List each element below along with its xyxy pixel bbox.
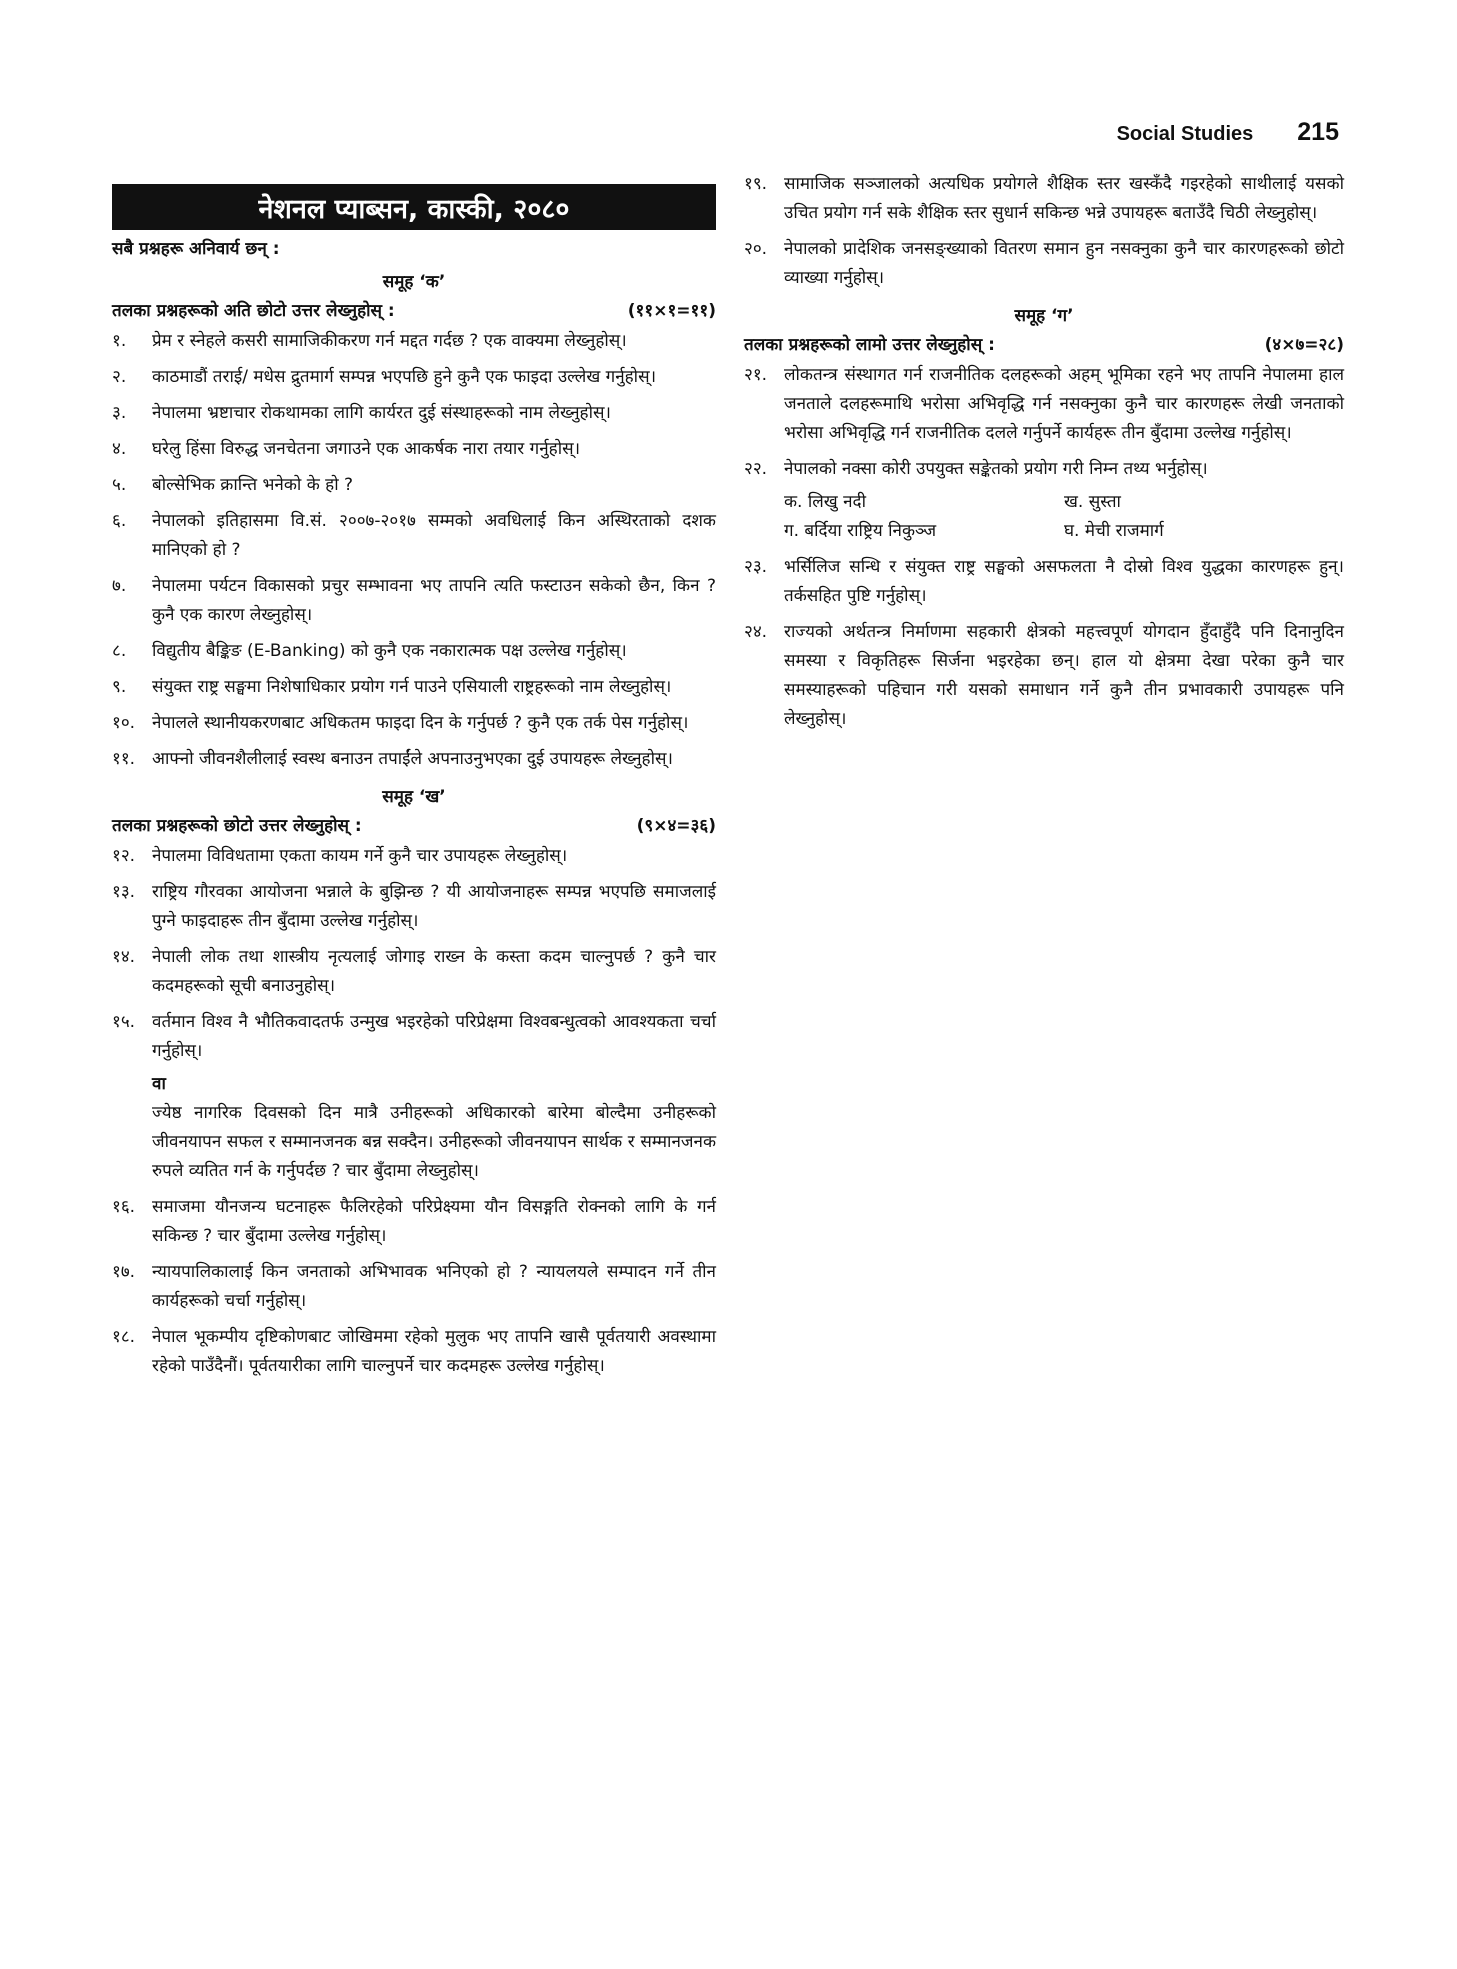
question-item xyxy=(112,327,716,356)
question-item xyxy=(744,361,1344,448)
question-number: १०. xyxy=(112,713,136,733)
group-ka-questions xyxy=(112,327,716,774)
question-item xyxy=(112,842,716,871)
question-number: १३. xyxy=(112,882,136,902)
question-item xyxy=(112,572,716,630)
question-text: नेपालले स्थानीयकरणबाट अधिकतम फाइदा दिन के गर्नुपर्छ ? कुनै एक तर्क पेस गर्नुहोस्। xyxy=(152,713,689,733)
question-text: न्यायपालिकालाई किन जनताको अभिभावक भनिएको हो ? न्यायलयले सम्पादन गर्ने तीन कार्यहरूको चर्चा गर्नुहोस्। xyxy=(152,1262,716,1311)
question-number: ११. xyxy=(112,749,136,769)
question-item xyxy=(744,618,1344,734)
general-instruction: सबै प्रश्नहरू अनिवार्य छन् : xyxy=(112,239,280,259)
map-option: क. लिखु नदी xyxy=(784,492,866,512)
group-ga-marks: (४×७=२८) xyxy=(1264,335,1344,355)
group-kha-marks: (९×४=३६) xyxy=(636,816,716,836)
question-number: १९. xyxy=(744,174,768,194)
question-text: घरेलु हिंसा विरुद्ध जनचेतना जगाउने एक आकर्षक नारा तयार गर्नुहोस्। xyxy=(152,439,581,459)
question-number: १२. xyxy=(112,846,136,866)
group-ka-header xyxy=(112,298,716,321)
question-number: ४. xyxy=(112,439,127,459)
question-item xyxy=(112,878,716,936)
group-ga-title: समूह ‘ग’ xyxy=(1014,306,1074,326)
group-kha-questions xyxy=(112,842,716,1381)
question-text: भर्सिलिज सन्धि र संयुक्त राष्ट्र सङ्घको असफलता नै दोस्रो विश्व युद्धका कारणहरू हुन्। तर्कसहित पुष्टि गर्नुहोस्। xyxy=(784,557,1344,606)
question-number: १७. xyxy=(112,1262,136,1282)
question-text: प्रेम र स्नेहले कसरी सामाजिकीकरण गर्न मद्दत गर्दछ ? एक वाक्यमा लेख्नुहोस्। xyxy=(152,331,627,351)
question-number: ६. xyxy=(112,511,127,531)
subject-title: Social Studies xyxy=(1116,123,1254,145)
question-text: नेपाली लोक तथा शास्त्रीय नृत्यलाई जोगाइ राख्न के कस्ता कदम चाल्नुपर्छ ? कुनै चार कदमहरूको सूची बनाउनुहोस्। xyxy=(152,947,716,996)
question-text: नेपालमा विविधतामा एकता कायम गर्ने कुनै चार उपायहरू लेख्नुहोस्। xyxy=(152,846,568,866)
group-kha-questions-continued xyxy=(744,170,1344,293)
question-item xyxy=(112,745,716,774)
question-number: ९. xyxy=(112,677,127,697)
question-text: संयुक्त राष्ट्र सङ्घमा निशेषाधिकार प्रयोग गर्न पाउने एसियाली राष्ट्रहरूको नाम लेख्नुहोस्। xyxy=(152,677,672,697)
or-label: वा xyxy=(152,1074,166,1094)
question-number: १८. xyxy=(112,1327,136,1347)
left-column xyxy=(112,170,716,1388)
question-item xyxy=(112,637,716,666)
question-item xyxy=(112,507,716,565)
question-number: ३. xyxy=(112,403,127,423)
question-text: नेपालको नक्सा कोरी उपयुक्त सङ्केतको प्रयोग गरी निम्न तथ्य भर्नुहोस्। xyxy=(784,459,1208,479)
group-kha-header xyxy=(112,813,716,836)
group-kha-instruction: तलका प्रश्नहरूको छोटो उत्तर लेख्नुहोस् : xyxy=(112,816,362,836)
question-item xyxy=(112,1323,716,1381)
question-item xyxy=(744,235,1344,293)
question-text: समाजमा यौनजन्य घटनाहरू फैलिरहेको परिप्रेक्ष्यमा यौन विसङ्गति रोक्नको लागि के गर्न सकिन्छ ? चार बुँदामा उल्लेख गर्नुहोस्। xyxy=(152,1197,716,1246)
question-text: विद्युतीय बैङ्किङ (E-Banking) को कुनै एक नकारात्मक पक्ष उल्लेख गर्नुहोस्। xyxy=(152,641,627,661)
question-item xyxy=(112,1008,716,1186)
group-ka-title: समूह ‘क’ xyxy=(382,272,446,292)
question-item xyxy=(112,435,716,464)
question-text: काठमाडौं तराई/ मधेस द्रुतमार्ग सम्पन्न भएपछि हुने कुनै एक फाइदा उल्लेख गर्नुहोस्। xyxy=(152,367,657,387)
group-ka-marks: (११×१=११) xyxy=(627,301,716,321)
question-text: लोकतन्त्र संस्थागत गर्न राजनीतिक दलहरूको अहम् भूमिका रहने भए तापनि नेपालमा हाल जनताले दलहरूमाथि भरोसा अभिवृद्धि गर्न नसक्नुका कुनै चार कारणहरू लेखी जनताको भरोसा अभिवृद्धि गर्न राजनीतिक दलले गर्नुपर्ने कार्यहरू तीन बुँदामा उल्लेख गर्नुहोस्। xyxy=(784,365,1344,443)
page-number: 215 xyxy=(1297,118,1339,146)
question-item xyxy=(112,1258,716,1316)
map-option: ख. सुस्ता xyxy=(1064,492,1121,512)
question-item xyxy=(112,399,716,428)
question-item xyxy=(112,943,716,1001)
exam-title: नेशनल प्याब्सन, कास्की, २०८० xyxy=(112,184,716,230)
question-item xyxy=(744,455,1344,546)
question-item xyxy=(112,673,716,702)
question-number: १६. xyxy=(112,1197,136,1217)
question-number: ७. xyxy=(112,576,127,596)
question-item xyxy=(112,363,716,392)
map-option: ग. बर्दिया राष्ट्रिय निकुञ्ज xyxy=(784,521,937,541)
group-ga-questions xyxy=(744,361,1344,734)
question-text: नेपालको प्रादेशिक जनसङ्ख्याको वितरण समान हुन नसक्नुका कुनै चार कारणहरूको छोटो व्याख्या गर्नुहोस्। xyxy=(784,239,1344,288)
question-text: वर्तमान विश्व नै भौतिकवादतर्फ उन्मुख भइरहेको परिप्रेक्षमा विश्वबन्धुत्वको आवश्यकता चर्चा गर्नुहोस्। xyxy=(152,1012,716,1061)
question-number: २२. xyxy=(744,459,768,479)
question-number: २१. xyxy=(744,365,768,385)
question-text: नेपालमा भ्रष्टाचार रोकथामका लागि कार्यरत दुई संस्थाहरूको नाम लेख्नुहोस्। xyxy=(152,403,611,423)
right-column xyxy=(744,170,1344,741)
alternative-question-text: ज्येष्ठ नागरिक दिवसको दिन मात्रै उनीहरूको अधिकारको बारेमा बोल्दैमा उनीहरूको जीवनयापन सफल र सम्मानजनक बन्न सक्दैन। उनीहरूको जीवनयापन सार्थक र सम्मानजनक रुपले व्यतित गर्न के गर्नुपर्दछ ? चार बुँदामा लेख्नुहोस्। xyxy=(152,1103,716,1181)
question-text: राष्ट्रिय गौरवका आयोजना भन्नाले के बुझिन्छ ? यी आयोजनाहरू सम्पन्न भएपछि समाजलाई पुग्ने फाइदाहरू तीन बुँदामा उल्लेख गर्नुहोस्। xyxy=(152,882,716,931)
question-item xyxy=(112,709,716,738)
question-number: २. xyxy=(112,367,127,387)
group-ga-instruction: तलका प्रश्नहरूको लामो उत्तर लेख्नुहोस् : xyxy=(744,335,995,355)
question-item xyxy=(744,553,1344,611)
question-item xyxy=(744,170,1344,228)
question-number: २३. xyxy=(744,557,768,577)
question-text: नेपालमा पर्यटन विकासको प्रचुर सम्भावना भए तापनि त्यति फस्टाउन सकेको छैन, किन ? कुनै एक कारण लेख्नुहोस्। xyxy=(152,576,716,625)
question-text: नेपाल भूकम्पीय दृष्टिकोणबाट जोखिममा रहेको मुलुक भए तापनि खासै पूर्वतयारी अवस्थामा रहेको पाउँदैनौं। पूर्वतयारीका लागि चाल्नुपर्ने चार कदमहरू उल्लेख गर्नुहोस्। xyxy=(152,1327,716,1376)
group-ga-header xyxy=(744,332,1344,355)
question-text: आफ्नो जीवनशैलीलाई स्वस्थ बनाउन तपाईंले अपनाउनुभएका दुई उपायहरू लेख्नुहोस्। xyxy=(152,749,673,769)
question-text: राज्यको अर्थतन्त्र निर्माणमा सहकारी क्षेत्रको महत्त्वपूर्ण योगदान हुँदाहुँदै पनि दिनानुदिन समस्या र विकृतिहरू सिर्जना भइरहेका छन्। हाल यो क्षेत्रमा देखा परेका कुनै चार समस्याहरूको पहिचान गरी यसको समाधान गर्ने कुनै तीन प्रभावकारी उपायहरू पनि लेख्नुहोस्। xyxy=(784,622,1344,729)
question-number: ५. xyxy=(112,475,127,495)
group-ka-instruction: तलका प्रश्नहरूको अति छोटो उत्तर लेख्नुहोस् : xyxy=(112,301,395,321)
question-number: २४. xyxy=(744,622,768,642)
map-options xyxy=(784,488,1344,546)
page-header xyxy=(1117,118,1339,147)
question-item xyxy=(112,471,716,500)
question-number: २०. xyxy=(744,239,768,259)
question-number: ८. xyxy=(112,641,127,661)
map-option: घ. मेची राजमार्ग xyxy=(1064,521,1164,541)
question-text: नेपालको इतिहासमा वि.सं. २००७-२०१७ सम्मको अवधिलाई किन अस्थिरताको दशक मानिएको हो ? xyxy=(152,511,716,560)
question-text: सामाजिक सञ्जालको अत्यधिक प्रयोगले शैक्षिक स्तर खस्कँदै गइरहेको साथीलाई यसको उचित प्रयोग गर्न सके शैक्षिक स्तर सुधार्न सकिन्छ भन्ने उपायहरू बताउँदै चिठी लेख्नुहोस्। xyxy=(784,174,1344,223)
question-item xyxy=(112,1193,716,1251)
question-number: १. xyxy=(112,331,127,351)
question-number: १४. xyxy=(112,947,136,967)
group-kha-title: समूह ‘ख’ xyxy=(382,787,446,807)
question-number: १५. xyxy=(112,1012,136,1032)
question-text: बोल्सेभिक क्रान्ति भनेको के हो ? xyxy=(152,475,354,495)
